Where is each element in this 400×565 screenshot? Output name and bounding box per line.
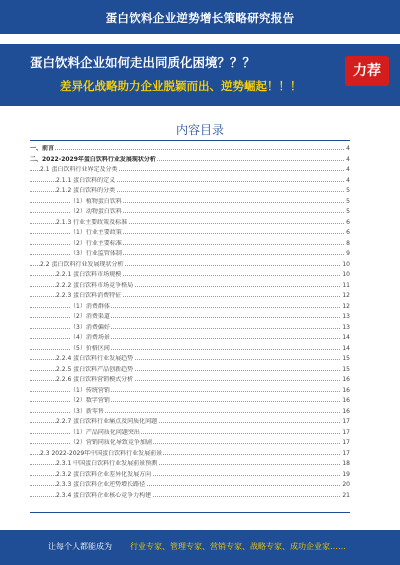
toc-entry-text: （1）传统营销 [70, 386, 110, 394]
toc-entry-text: 2.1 蛋白饮料行业界定及分类 [40, 166, 118, 173]
toc-entry-text: 2.1.1 蛋白饮料的定义 [56, 176, 116, 184]
toc-entry[interactable] [30, 145, 350, 153]
toc-entry-page: 17 [342, 418, 350, 425]
toc-entry-text: （1）产品同质化问题突出 [70, 428, 140, 436]
toc-entry-text: （3）消费偏好 [70, 323, 110, 331]
toc-entry-text: （3）新零售 [70, 407, 104, 415]
toc-entry-page: 4 [346, 176, 350, 184]
toc-entry-page: 5 [346, 197, 350, 205]
toc-entry-text: （3）行业监管体制 [70, 250, 122, 257]
toc-entry[interactable] [30, 229, 350, 237]
toc-entry-page: 17 [342, 449, 350, 457]
toc-entry[interactable] [30, 418, 350, 426]
banner-subheadline: 差异化战略助力企业脱颖而出、逆势崛起！！！ [60, 79, 302, 93]
toc-entry-text: 一、前言 [30, 145, 55, 152]
toc-entry[interactable] [30, 271, 350, 279]
toc-entry-text: 2.2.6 蛋白饮料营销模式分析 [56, 376, 134, 383]
toc-entry-page: 19 [342, 470, 350, 478]
toc-entry-page: 12 [342, 302, 350, 310]
toc-entry[interactable] [30, 177, 350, 185]
toc-entry-text: 2.2.1 蛋白饮料市场规模 [56, 271, 122, 278]
toc-entry[interactable] [30, 240, 350, 248]
toc-entry-page: 21 [342, 491, 350, 499]
toc-entry-page: 5 [346, 208, 350, 215]
toc-entry-page: 13 [342, 313, 350, 320]
toc-entry-page: 15 [342, 355, 350, 362]
toc-entry-text: （2）行业主要标准 [70, 239, 122, 247]
footer-bar [0, 530, 400, 565]
report-title: 蛋白饮料企业逆势增长策略研究报告 [105, 11, 295, 25]
toc-entry[interactable] [30, 481, 350, 489]
toc-entry-text: （2）消费渠道 [70, 313, 110, 320]
toc-entry[interactable] [30, 187, 350, 195]
toc-entry-text: 2.2.5 蛋白饮料产品创新趋势 [56, 365, 134, 373]
toc-bottom-rule [30, 512, 350, 513]
toc-entry-page: 6 [346, 218, 350, 226]
footer-tagline: 让每个人都能成为 [48, 542, 112, 551]
toc-entry-text: 2.3 2022-2029年中国蛋白饮料行业发展前景 [40, 449, 163, 457]
toc-entry-page: 8 [346, 239, 350, 247]
toc-title: 内容目录 [175, 123, 224, 137]
toc-entry-page: 9 [346, 250, 350, 257]
toc-entry-page: 6 [346, 229, 350, 236]
toc-entry[interactable] [30, 156, 350, 164]
toc-entry[interactable] [30, 292, 350, 300]
toc-entry-text: （1）行业主要政策 [70, 229, 122, 236]
recommend-badge: 力荐 [345, 56, 389, 86]
toc-entry[interactable] [30, 250, 350, 258]
toc-entry[interactable] [30, 376, 350, 384]
toc-entry[interactable] [30, 198, 350, 206]
toc-entry-text: 2.3.4 蛋白饮料企业核心竞争力构建 [56, 491, 152, 499]
header-bar [0, 0, 400, 34]
toc-entry[interactable] [30, 387, 350, 395]
toc-entry-page: 20 [342, 481, 350, 488]
toc-entry-text: 2.3.2 蛋白饮料企业差异化发展方向 [56, 470, 152, 478]
toc-entry-page: 10 [342, 271, 350, 278]
toc-entry[interactable] [30, 471, 350, 479]
toc-entry-text: 2.3.3 蛋白饮料企业逆势增长路径 [56, 481, 146, 488]
toc-leader-dots [30, 149, 344, 150]
toc-entry[interactable] [30, 397, 350, 405]
toc-entry[interactable] [30, 439, 350, 447]
toc-entry-text: （1）消费群体 [70, 302, 110, 310]
toc-entry[interactable] [30, 166, 350, 174]
toc-entry-page: 15 [342, 365, 350, 373]
toc-entry-text: （2）数字营销 [70, 397, 110, 404]
toc-entry-text: （2）动物蛋白饮料 [70, 208, 122, 215]
toc-entry[interactable] [30, 334, 350, 342]
toc-entry[interactable] [30, 303, 350, 311]
toc-entry-text: 2.2.2 蛋白饮料市场竞争格局 [56, 281, 134, 289]
toc-entry[interactable] [30, 208, 350, 216]
toc-entry[interactable] [30, 324, 350, 332]
toc-entry-text: 2.2.7 蛋白饮料行业痛点及同质化问题 [56, 418, 158, 425]
toc-entry-page: 4 [346, 166, 350, 173]
toc-entry-page: 17 [342, 428, 350, 436]
toc-entry-page: 16 [342, 407, 350, 415]
toc-entry[interactable] [30, 261, 350, 269]
toc-entry-text: 2.2.4 蛋白饮料行业发展趋势 [56, 355, 134, 362]
toc-entry-page: 16 [342, 386, 350, 394]
toc-entry-text: 二、2022-2029年蛋白饮料行业发展现状分析 [30, 155, 156, 163]
toc-entry-page: 10 [342, 260, 350, 268]
toc-entry[interactable] [30, 492, 350, 500]
promo-banner [0, 44, 400, 106]
toc-entry-text: （5）价格区间 [70, 344, 110, 352]
toc-entry-page: 4 [346, 155, 350, 163]
toc-entry[interactable] [30, 282, 350, 290]
toc-entry-text: 2.2.3 蛋白饮料消费特征 [56, 292, 122, 299]
toc-entry-text: 2.1.2 蛋白饮料的分类 [56, 187, 116, 194]
toc-entry[interactable] [30, 366, 350, 374]
toc-entry-text: （4）消费场景 [70, 334, 110, 341]
toc-top-rule [30, 140, 350, 141]
toc-entry-text: （2）营销同质化导致竞争加剧 [70, 439, 152, 446]
toc-entry-page: 13 [342, 323, 350, 331]
toc-entry-page: 18 [342, 460, 350, 467]
toc-entry-page: 17 [342, 439, 350, 446]
toc-entry-page: 16 [342, 376, 350, 383]
toc-entry-page: 12 [342, 292, 350, 299]
toc-entry-page: 4 [346, 145, 350, 152]
banner-headline: 蛋白饮料企业如何走出同质化困境？？？ [30, 55, 256, 70]
toc-entry[interactable] [30, 219, 350, 227]
toc-entry[interactable] [30, 355, 350, 363]
toc-entry-text: 2.2 蛋白饮料行业发展现状分析 [40, 260, 124, 268]
toc-entry-page: 14 [342, 334, 350, 341]
toc-entry[interactable] [30, 460, 350, 468]
toc-entry[interactable] [30, 429, 350, 437]
toc-entry[interactable] [30, 408, 350, 416]
toc-entry-text: （1）植物蛋白饮料 [70, 197, 122, 205]
toc-entry[interactable] [30, 313, 350, 321]
toc-entry-page: 11 [342, 281, 350, 289]
toc-entry[interactable] [30, 450, 350, 458]
toc-entry-text: 2.3.1 中国蛋白饮料行业发展前景预测 [56, 460, 158, 467]
toc-entry-text: 2.1.3 行业主要政策及标准 [56, 218, 128, 226]
toc-entry-page: 5 [346, 187, 350, 194]
toc-entry-page: 14 [342, 344, 350, 352]
toc-entry-page: 16 [342, 397, 350, 404]
toc-entry[interactable] [30, 345, 350, 353]
footer-roles: 行业专家、管理专家、营销专家、战略专家、成功企业家…… [130, 542, 346, 551]
